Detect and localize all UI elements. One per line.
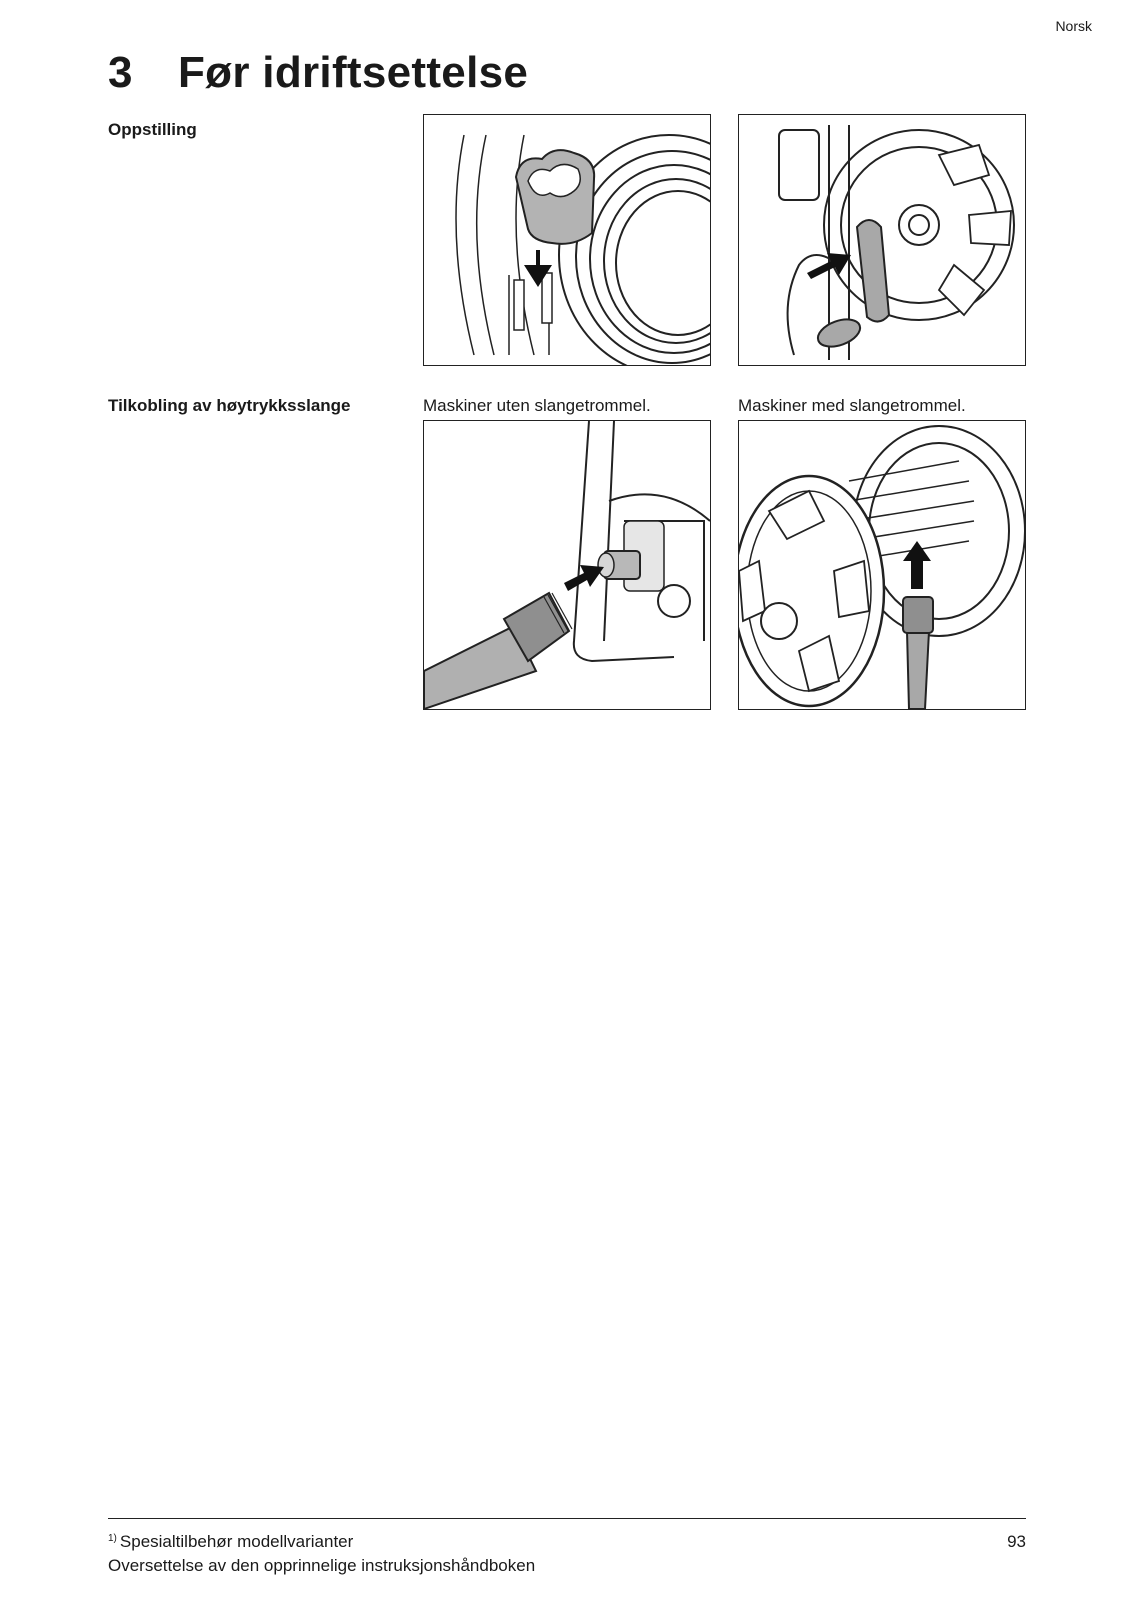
hose-with-reel-drawing bbox=[739, 421, 1025, 709]
caption-without-reel: Maskiner uten slangetrommel. bbox=[423, 396, 651, 415]
language-label: Norsk bbox=[1055, 18, 1092, 34]
footnote-text: Spesialtilbehør modellvarianter bbox=[119, 1532, 354, 1551]
footnote bbox=[108, 1532, 353, 1552]
footnote-mark: 1) bbox=[108, 1533, 117, 1544]
illustration-clip-mount bbox=[423, 114, 711, 366]
section-label-hose: Tilkobling av høytrykksslange bbox=[108, 396, 351, 415]
translation-note: Oversettelse av den opprinnelige instruksjonshåndboken bbox=[108, 1556, 536, 1575]
clip-mount-drawing bbox=[424, 115, 710, 365]
crank-mount-drawing bbox=[739, 115, 1025, 365]
illustration-hose-with-reel bbox=[738, 420, 1026, 710]
illustration-crank-mount bbox=[738, 114, 1026, 366]
section-label-setup: Oppstilling bbox=[108, 120, 197, 139]
chapter-number: 3 bbox=[108, 48, 133, 97]
chapter-heading bbox=[108, 48, 528, 98]
caption-with-reel: Maskiner med slangetrommel. bbox=[738, 396, 966, 415]
illustration-hose-without-reel bbox=[423, 420, 711, 710]
hose-without-reel-drawing bbox=[424, 421, 710, 709]
page-number: 93 bbox=[1007, 1532, 1026, 1551]
footer-divider bbox=[108, 1518, 1026, 1519]
chapter-title: Før idriftsettelse bbox=[178, 48, 529, 97]
